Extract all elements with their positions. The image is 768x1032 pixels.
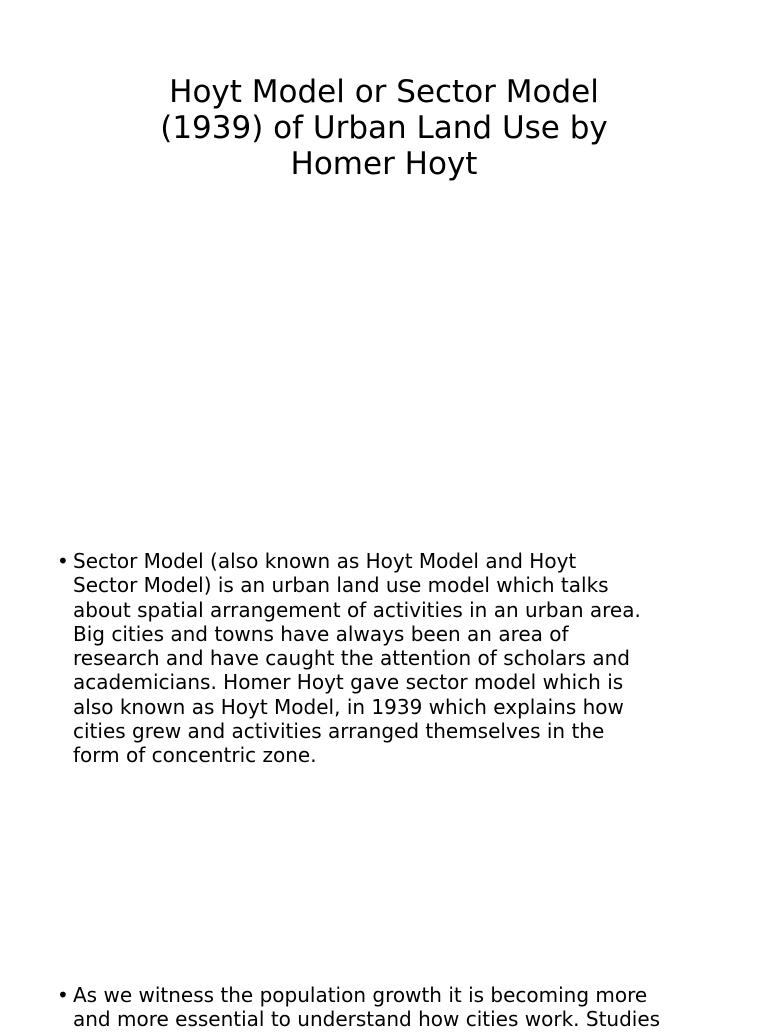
slide-title: Hoyt Model or Sector Model (1939) of Urban Land Use by Homer Hoyt: [160, 74, 608, 182]
bullet-item: [57, 983, 717, 1032]
bullet-mark: •: [57, 983, 69, 1007]
bullet-text: Sector Model (also known as Hoyt Model and Hoyt Sector Model) is an urban land use model which talks about spatial arrangement of activities in an urban area. Big cities and towns have always been an area of research and have caught the attention of scholars and academicians. Homer Hoyt gave sector model which is also known as Hoyt Model, in 1939 which explains how cities grew and activities arranged themselves in the form of concentric zone.: [73, 549, 641, 768]
bullet-item: [57, 549, 717, 768]
bullet-text: As we witness the population growth it is becoming more and more essential to understand how cities work. Studies: [73, 983, 661, 1032]
bullet-mark: •: [57, 549, 69, 573]
